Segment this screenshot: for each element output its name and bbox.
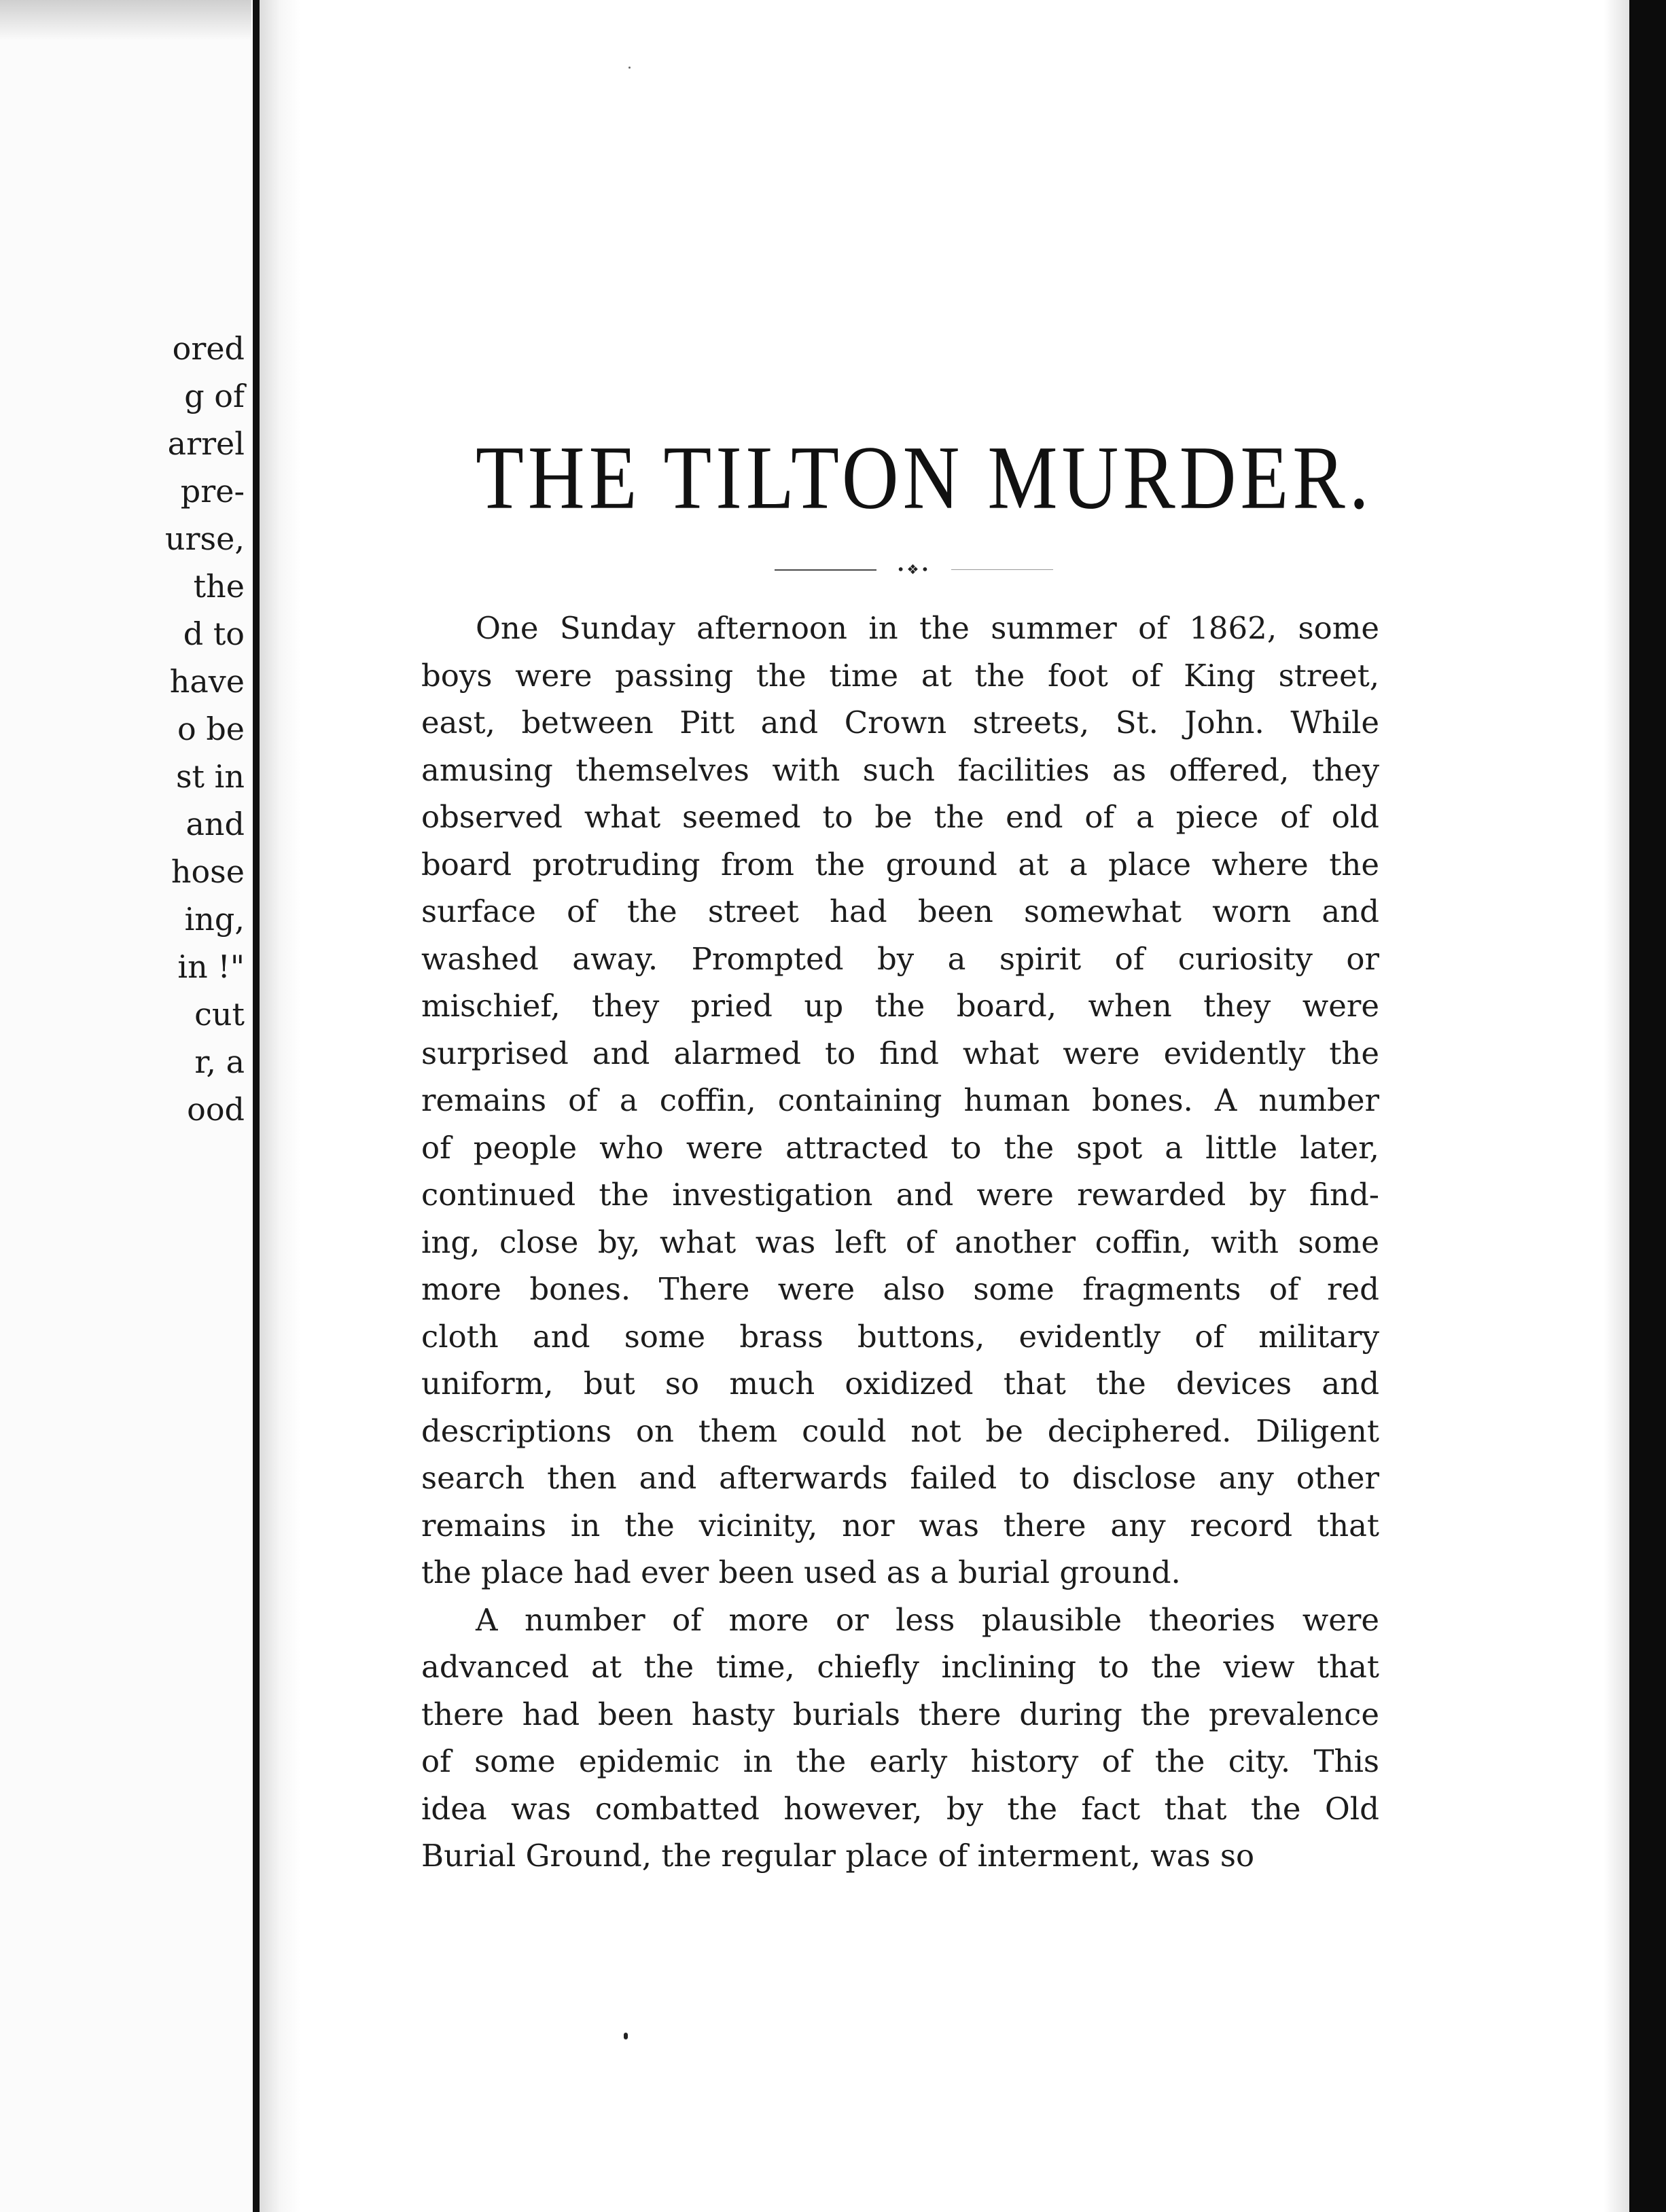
ornament-dots: •❖• [896,561,932,577]
facing-page-text [0,325,245,1133]
page-edge-shadow [1603,0,1629,2212]
ink-speck [624,2033,628,2039]
article-body [421,605,1379,1880]
text-line: continued the investigation and were rewarded by find- [421,1177,1379,1213]
gutter-shadow [260,0,300,2212]
facing-page-line: r, a [194,1043,245,1080]
facing-page-line: d to [183,616,245,652]
article-title: THE TILTON MURDER. [476,428,1373,529]
facing-page-fragment [0,0,251,2212]
text-line: more bones. There were also some fragments of red [421,1271,1379,1307]
binding-gutter [253,0,260,2212]
text-line: remains of a coffin, containing human bones. A number [421,1082,1379,1118]
facing-page-line: ing, [184,901,245,938]
text-line: washed away. Prompted by a spirit of curiosity or [421,940,1379,977]
text-line: observed what seemed to be the end of a piece of old [421,799,1379,835]
text-line: boys were passing the time at the foot of King street, [421,657,1379,694]
text-line: of people who were attracted to the spot a little later, [421,1129,1379,1166]
facing-page-line: st in [175,758,245,795]
text-line: mischief, they pried up the board, when they were [421,988,1379,1024]
title-ornament [775,563,1053,576]
facing-page-line: urse, [164,520,245,557]
facing-page-line: and [185,806,245,842]
facing-page-line: hose [171,853,245,890]
text-line: amusing themselves with such facilities as offered, they [421,751,1379,788]
ink-speck [628,67,631,69]
text-line: cloth and some brass buttons, evidently of military [421,1318,1379,1355]
facing-page-line: ored [172,330,245,367]
text-line: One Sunday afternoon in the summer of 1862, some [476,610,1379,646]
text-line: surprised and alarmed to find what were evidently the [421,1035,1379,1071]
facing-page-line: g of [184,378,245,414]
text-line: uniform, but so much oxidized that the devices and [421,1366,1379,1402]
ornament-rule-left [775,569,876,571]
facing-page-line: in !" [177,948,245,985]
facing-page-line: ood [187,1091,245,1128]
facing-page-line: have [169,663,245,700]
ornament-rule-right [951,569,1053,570]
facing-page-line: the [193,568,245,605]
scan-border-right [1629,0,1666,2212]
text-line: remains in the vicinity, nor was there any record that [421,1507,1379,1544]
text-line: ing, close by, what was left of another coffin, with some [421,1224,1379,1260]
text-line: Burial Ground, the regular place of interment, was so [421,1838,1255,1874]
text-line: there had been hasty burials there during the prevalence [421,1696,1379,1732]
text-line: idea was combatted however, by the fact that the Old [421,1790,1379,1827]
text-line: of some epidemic in the early history of the city. This [421,1743,1379,1779]
text-line: board protruding from the ground at a place where the [421,846,1379,882]
text-line: the place had ever been used as a burial ground. [421,1554,1181,1590]
text-line: east, between Pitt and Crown streets, St. John. While [421,704,1379,741]
facing-page-line: pre- [180,473,245,510]
facing-page-line: cut [194,996,245,1033]
facing-page-line: arrel [167,425,245,462]
text-line: surface of the street had been somewhat worn and [421,893,1379,929]
text-line: descriptions on them could not be deciphered. Diligent [421,1412,1379,1449]
page-shadow [0,0,251,41]
text-line: search then and afterwards failed to disclose any other [421,1460,1379,1496]
facing-page-line: o be [177,711,245,747]
text-line: advanced at the time, chiefly inclining to the view that [421,1649,1379,1685]
text-line: A number of more or less plausible theories were [476,1601,1379,1638]
